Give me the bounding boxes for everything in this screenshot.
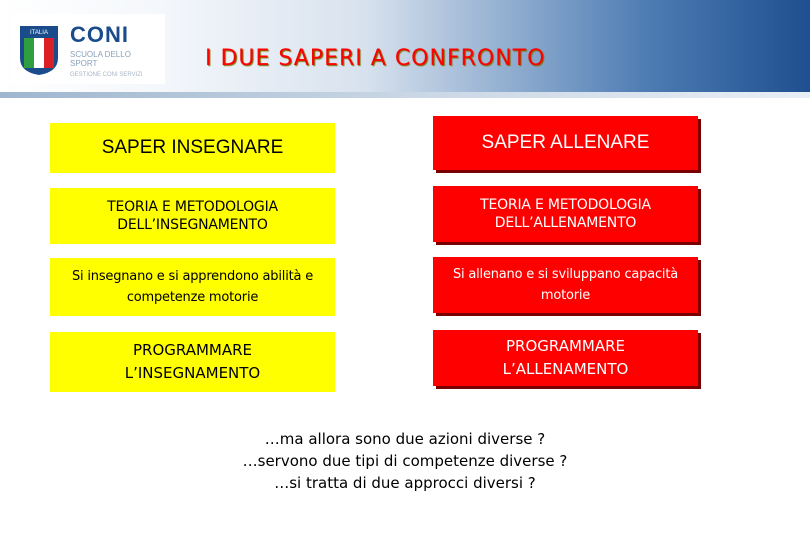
shield-badge-text: ITALIA (30, 30, 48, 36)
italia-shield-icon (18, 24, 60, 76)
left-heading: SAPER INSEGNARE (101, 137, 284, 158)
question-line: …ma allora sono due azioni diverse ? (264, 430, 546, 448)
right-theory: TEORIA E METODOLOGIA DELL’ALLENAMENTO (480, 197, 651, 231)
left-description-box (50, 258, 335, 316)
right-description: Si allenano e si sviluppano capacità motorie (452, 267, 679, 303)
header-divider (0, 92, 810, 98)
right-description-box (433, 257, 698, 313)
right-theory-box (433, 186, 698, 242)
page-title: I DUE SAPERI A CONFRONTO (205, 46, 546, 71)
left-action: PROGRAMMARE L’INSEGNAMENTO (124, 341, 261, 382)
logo-footer: GESTIONE CONI SERVIZI (70, 72, 143, 78)
left-description: Si insegnano e si apprendono abilità e competenze motorie (72, 269, 313, 305)
right-action-box (433, 330, 698, 386)
question-line: …si tratta di due approcci diversi ? (274, 474, 536, 492)
left-theory-box (50, 188, 335, 244)
right-action: PROGRAMMARE L’ALLENAMENTO (502, 337, 629, 378)
left-action-box (50, 332, 335, 392)
left-heading-box (50, 123, 335, 173)
question-line: …servono due tipi di competenze diverse ? (242, 452, 568, 470)
logo-subtitle: SCUOLA DELLO SPORT (70, 50, 131, 68)
closing-questions (150, 428, 660, 494)
right-heading-box (433, 116, 698, 170)
coni-logo (10, 14, 165, 84)
right-heading: SAPER ALLENARE (481, 132, 650, 153)
left-theory: TEORIA E METODOLOGIA DELL’INSEGNAMENTO (107, 199, 278, 233)
logo-name: CONI (70, 22, 129, 47)
